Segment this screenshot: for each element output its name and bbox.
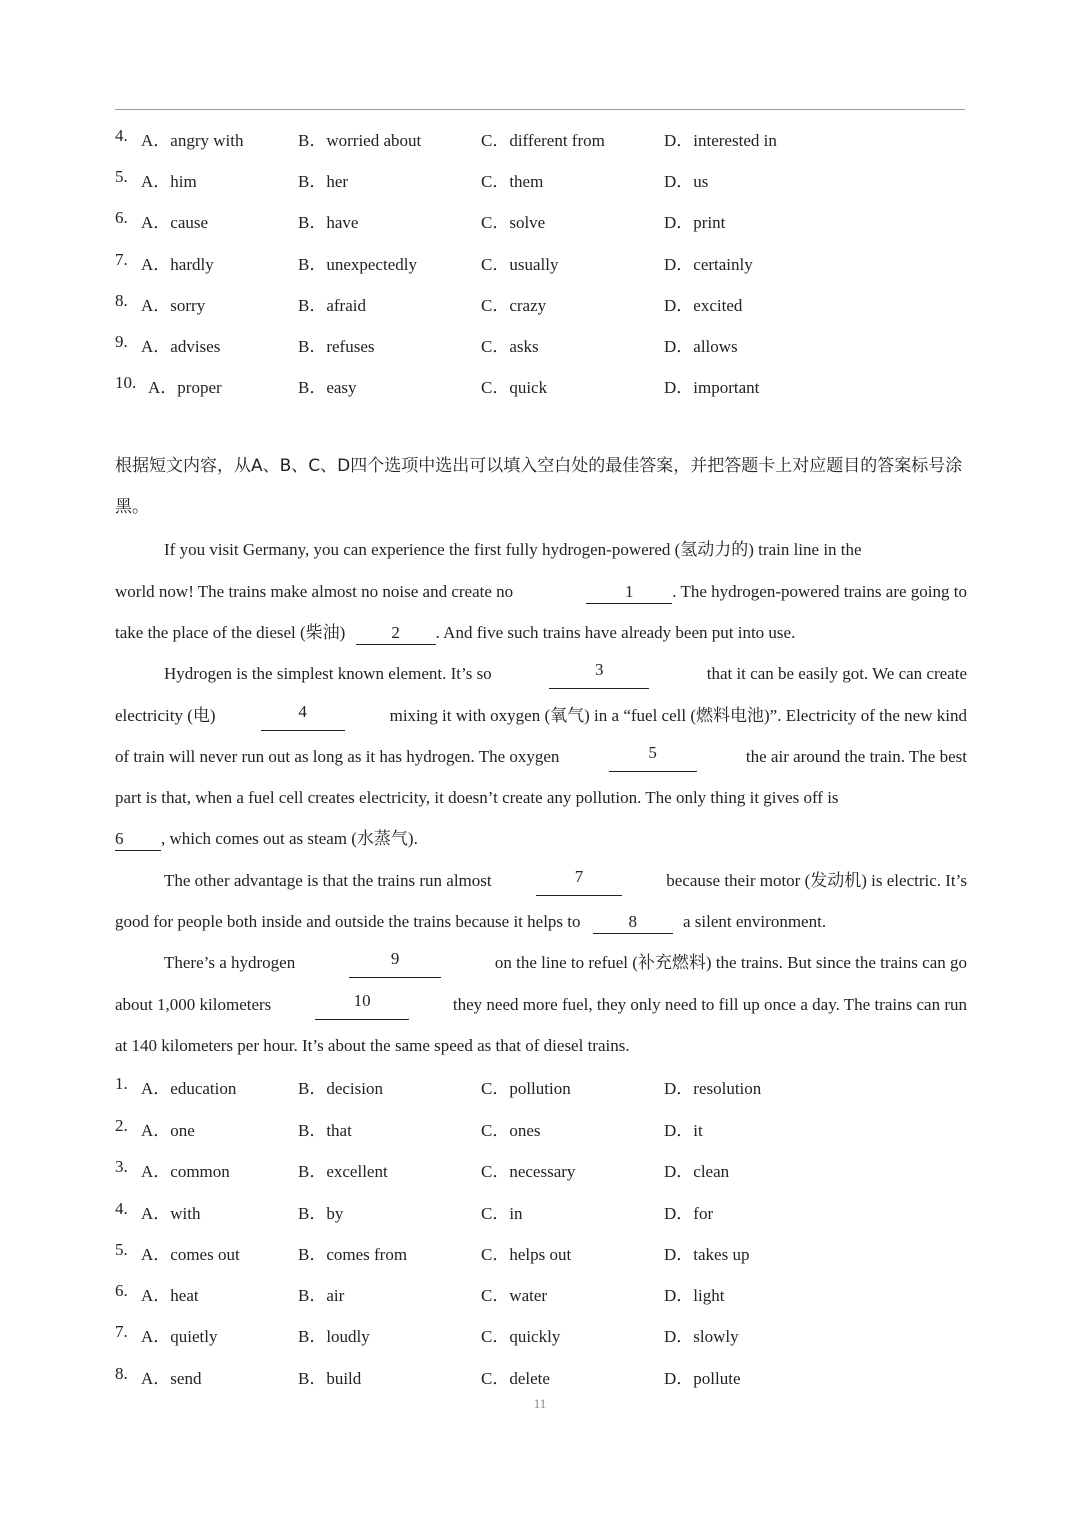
passage-text: good for people both inside and outside the trains because it helps to [115, 912, 581, 931]
option-b: B．worried about [298, 131, 422, 150]
option-a: A．heat [141, 1286, 199, 1305]
blank-7: 7 [536, 866, 622, 896]
option-c: C．pollution [481, 1079, 571, 1098]
option-d: D．pollute [664, 1369, 741, 1388]
option-d: D．clean [664, 1162, 730, 1181]
passage-text: take the place of the diesel (柴油) [115, 623, 346, 642]
blank-1: 1 [586, 581, 672, 604]
option-c: C．delete [481, 1369, 550, 1388]
blank-3: 3 [549, 659, 649, 689]
option-a: A．cause [141, 213, 209, 232]
passage-text: on the line to refuel (补充燃料) the trains. But since the trains can go [494, 953, 967, 972]
blank-2: 2 [356, 622, 436, 645]
option-c: C．asks [481, 337, 539, 356]
option-b: B．easy [298, 378, 357, 397]
passage-line [115, 1031, 967, 1061]
option-b: B．afraid [298, 296, 366, 315]
passage-text: mixing it with oxygen (氧气) in a “fuel cell (燃料电池)”. Electricity of the new kind [389, 706, 967, 725]
passage-text: Hydrogen is the simplest known element. It’s so [164, 664, 492, 683]
question-number: 4. [115, 126, 128, 145]
blank-4: 4 [261, 701, 345, 731]
passage-line [115, 742, 967, 772]
question-number: 4. [115, 1199, 128, 1218]
passage-text: . The hydrogen-powered trains are going to [672, 582, 967, 601]
question-number: 2. [115, 1116, 128, 1135]
blank-8: 8 [593, 911, 673, 934]
option-a: A．with [141, 1204, 201, 1223]
passage-line [115, 907, 967, 937]
option-a: A．send [141, 1369, 202, 1388]
option-d: D．resolution [664, 1079, 762, 1098]
option-b: B．refuses [298, 337, 375, 356]
option-d: D．light [664, 1286, 725, 1305]
passage-text: a silent environment. [683, 912, 827, 931]
option-b: B．her [298, 172, 349, 191]
option-a: A．comes out [141, 1245, 240, 1264]
option-d: D．certainly [664, 255, 753, 274]
passage-line [115, 783, 967, 813]
question-number: 9. [115, 332, 128, 351]
passage-line [115, 990, 967, 1020]
option-d: D．slowly [664, 1327, 739, 1346]
option-d: D．us [664, 172, 709, 191]
option-a: A．common [141, 1162, 230, 1181]
page-number: 11 [533, 1396, 547, 1411]
option-c: C．necessary [481, 1162, 576, 1181]
option-b: B．comes from [298, 1245, 408, 1264]
passage-text: part is that, when a fuel cell creates electricity, it doesn’t create any pollution. The only thing it gives off is [115, 788, 839, 807]
question-number: 3. [115, 1157, 128, 1176]
option-a: A．one [141, 1121, 195, 1140]
passage-text: because their motor (发动机) is electric. It’s [666, 871, 967, 890]
blank-5: 5 [609, 742, 697, 772]
option-c: C．in [481, 1204, 523, 1223]
option-d: D．print [664, 213, 726, 232]
passage-line [115, 824, 967, 854]
option-b: B．build [298, 1369, 362, 1388]
option-d: D．allows [664, 337, 738, 356]
option-a: A．sorry [141, 296, 206, 315]
option-d: D．takes up [664, 1245, 750, 1264]
passage-text: at 140 kilometers per hour. It’s about the same speed as that of diesel trains. [115, 1036, 630, 1055]
passage-text: world now! The trains make almost no noise and create no [115, 582, 514, 601]
option-b: B．air [298, 1286, 345, 1305]
blank-9: 9 [349, 948, 441, 978]
option-c: C．crazy [481, 296, 547, 315]
question-number: 8. [115, 1364, 128, 1383]
option-b: B．unexpectedly [298, 255, 417, 274]
passage-text: about 1,000 kilometers [115, 995, 272, 1014]
option-a: A．quietly [141, 1327, 218, 1346]
option-c: C．them [481, 172, 544, 191]
option-a: A．angry with [141, 131, 244, 150]
passage-line [115, 701, 967, 731]
passage-text: The other advantage is that the trains run almost [164, 871, 492, 890]
option-d: D．interested in [664, 131, 777, 150]
option-a: A．education [141, 1079, 237, 1098]
option-a: A．him [141, 172, 197, 191]
option-d: D．important [664, 378, 760, 397]
passage-line [164, 866, 967, 896]
option-d: D．it [664, 1121, 703, 1140]
passage-text: electricity (电) [115, 706, 216, 725]
option-d: D．excited [664, 296, 743, 315]
passage-text: of train will never run out as long as it has hydrogen. The oxygen [115, 747, 560, 766]
instructions: 根据短文内容，从A、B、C、D四个选项中选出可以填入空白处的最佳答案，并把答题卡上对应题目的答案标号涂黑。 [115, 456, 963, 517]
passage-text: , which comes out as steam (水蒸气). [161, 829, 418, 848]
passage-line [164, 659, 967, 689]
question-number: 7. [115, 250, 128, 269]
question-number: 10. [115, 373, 137, 392]
question-number: 6. [115, 1281, 128, 1300]
option-c: C．ones [481, 1121, 541, 1140]
passage-text: . And five such trains have already been put into use. [435, 623, 796, 642]
option-c: C．solve [481, 213, 546, 232]
option-b: B．that [298, 1121, 352, 1140]
option-a: A．advises [141, 337, 221, 356]
option-c: C．quick [481, 378, 548, 397]
option-b: B．have [298, 213, 359, 232]
option-c: C．usually [481, 255, 559, 274]
question-number: 5. [115, 167, 128, 186]
blank-6: 6 [115, 828, 161, 851]
passage-text: that it can be easily got. We can create [706, 664, 967, 683]
passage-line [115, 618, 967, 648]
option-b: B．loudly [298, 1327, 370, 1346]
question-number: 8. [115, 291, 128, 310]
option-c: C．quickly [481, 1327, 561, 1346]
passage-text: If you visit Germany, you can experience the first fully hydrogen-powered (氢动力的) train line in the [164, 540, 862, 559]
option-c: C．water [481, 1286, 548, 1305]
passage-text: the air around the train. The best [745, 747, 967, 766]
question-number: 5. [115, 1240, 128, 1259]
option-b: B．excellent [298, 1162, 388, 1181]
option-b: B．by [298, 1204, 344, 1223]
option-a: A．proper [148, 378, 222, 397]
header-rule [115, 109, 965, 110]
passage-text: There’s a hydrogen [164, 953, 296, 972]
option-c: C．helps out [481, 1245, 572, 1264]
passage-text: they need more fuel, they only need to fill up once a day. The trains can run [452, 995, 967, 1014]
option-b: B．decision [298, 1079, 383, 1098]
option-a: A．hardly [141, 255, 214, 274]
passage-line [164, 948, 967, 978]
question-number: 6. [115, 208, 128, 227]
question-number: 7. [115, 1322, 128, 1341]
passage-line [115, 577, 967, 607]
option-c: C．different from [481, 131, 605, 150]
blank-10: 10 [315, 990, 409, 1020]
passage-line [164, 535, 967, 565]
option-d: D．for [664, 1204, 714, 1223]
question-number: 1. [115, 1074, 128, 1093]
